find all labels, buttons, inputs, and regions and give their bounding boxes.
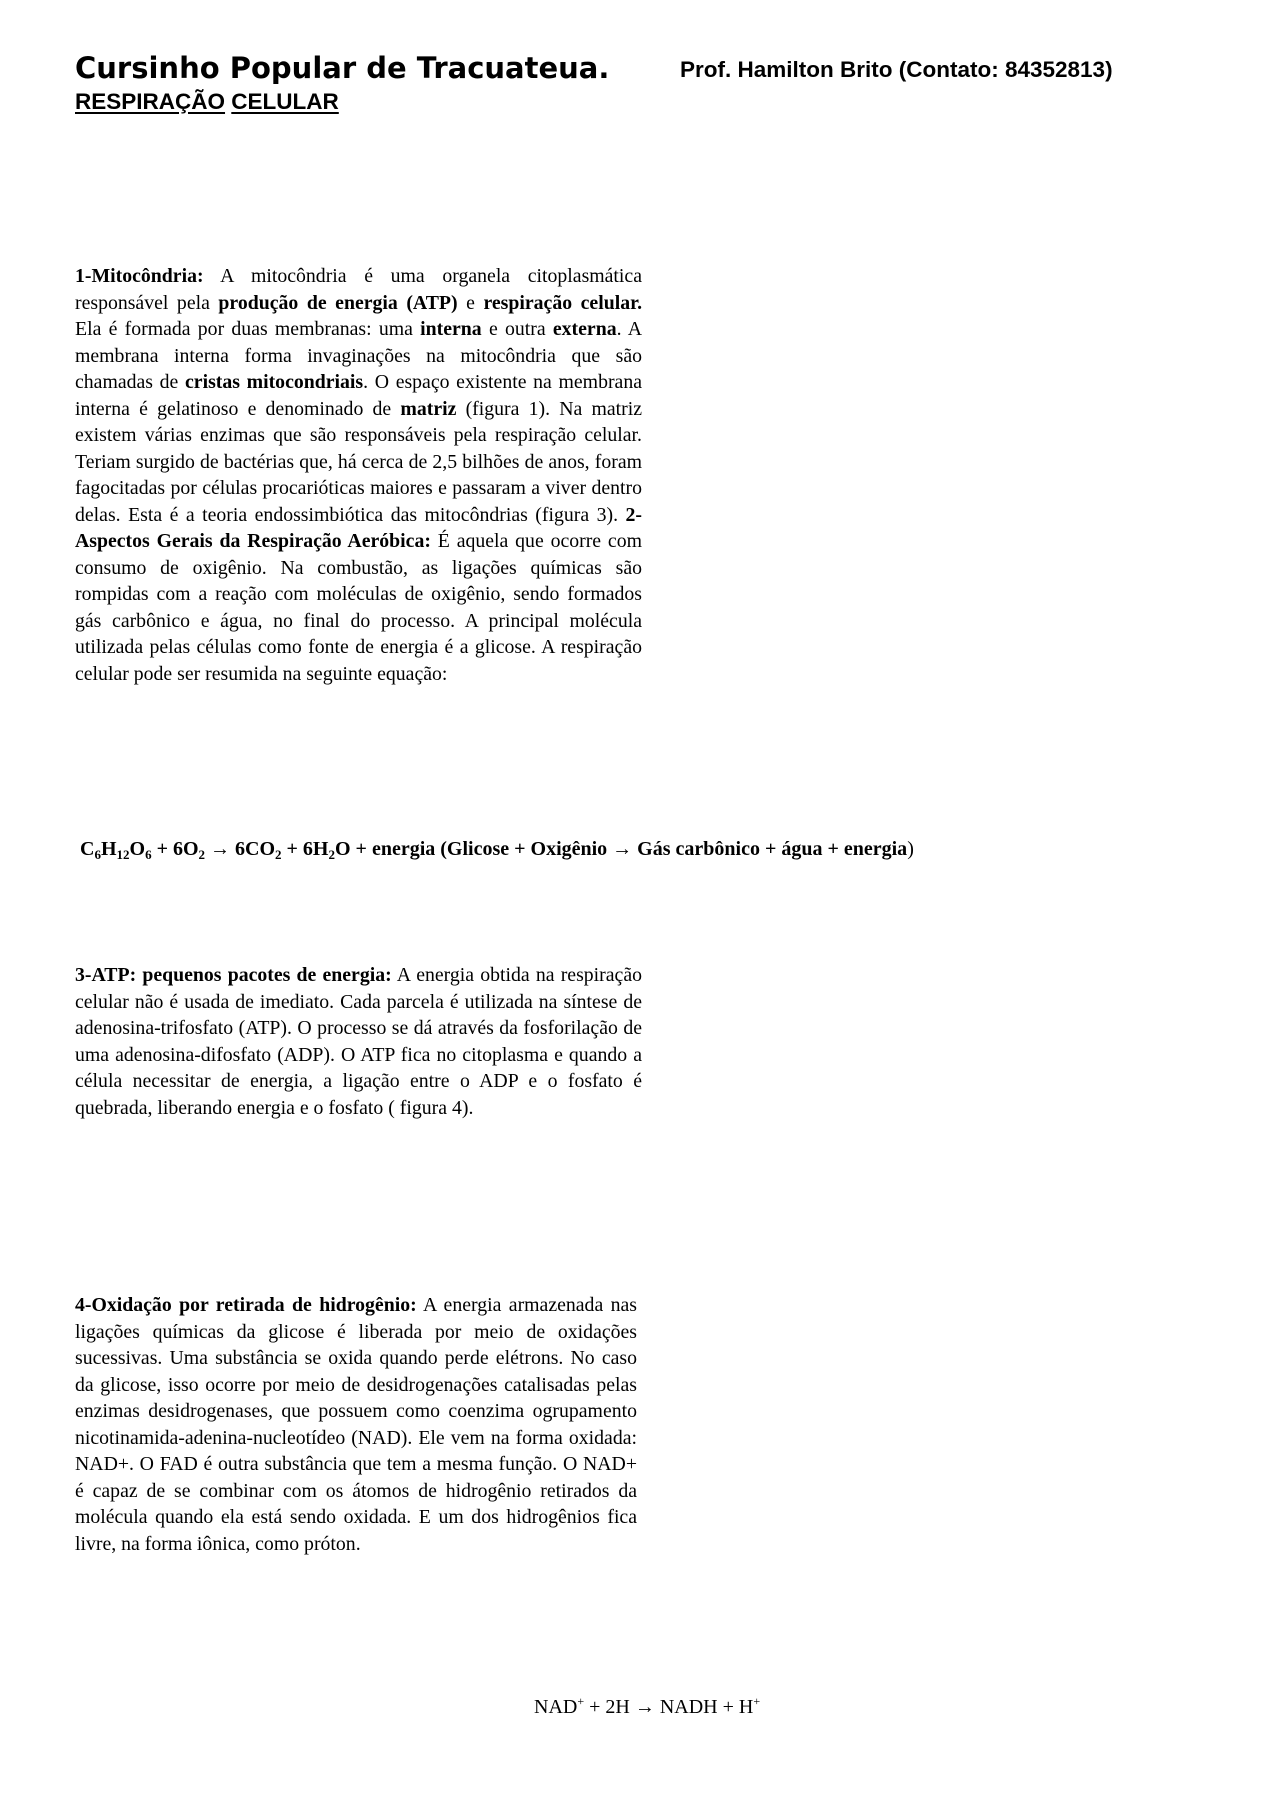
section1-bold: externa <box>552 318 617 340</box>
section1-text: (figura 1). Na matriz existem várias enzimas que são responsáveis pela respiração celular. Teriam surgido de bactérias que, há cerca de 2,5 bilhões de anos, foram fagocitadas por células procarióticas maiores e passaram a viver dentro delas. Esta é a teoria endossimbiótica das mitocôndrias (figura 3). <box>75 397 642 526</box>
eq-part: → 6CO <box>205 838 276 860</box>
section1-text: e outra <box>481 318 553 340</box>
section1-bold: matriz <box>400 397 457 420</box>
eq-part: C <box>80 838 95 860</box>
subject-word-1: RESPIRAÇÃO <box>75 89 226 114</box>
teacher-contact: Prof. Hamilton Brito (Contato: 84352813) <box>680 57 1113 82</box>
section1-bold: respiração celular. <box>483 291 643 314</box>
school-title: Cursinho Popular de Tracuateua. <box>75 51 610 85</box>
nad-superscript: + <box>577 1694 585 1708</box>
eq-subscript: 12 <box>116 847 130 862</box>
section1-text: e <box>457 291 484 314</box>
section1-text: . A membrana interna forma invaginações na mitocôndria que são chamadas de <box>75 318 642 393</box>
section1-bold: produção de energia (ATP) <box>218 291 458 314</box>
eq-subscript: 2 <box>198 847 206 862</box>
eq-part: O <box>129 838 146 860</box>
section1-text: A mitocôndria é uma organela citoplasmática responsável pela <box>75 265 642 314</box>
section1-text: . O espaço existente na membrana interna é gelatinoso e denominado de <box>75 371 642 420</box>
subject-title <box>75 88 339 116</box>
eq-part: + 6H <box>281 838 329 860</box>
section2-heading: 2-Aspectos Gerais da Respiração Aeróbica: <box>75 503 642 552</box>
nad-superscript: + <box>753 1694 761 1708</box>
section1-text: Ela é formada por duas membranas: uma <box>75 318 421 340</box>
section1-heading: 1-Mitocôndria: <box>75 265 204 287</box>
eq-part: O + energia (Glicose + Oxigênio → Gás carbônico + água + energia <box>334 838 908 860</box>
eq-subscript: 6 <box>94 847 101 862</box>
eq-part: ) <box>907 838 914 860</box>
section1-bold: cristas mitocondriais <box>185 371 364 393</box>
nad-equation <box>534 1694 760 1720</box>
section3-heading: 3-ATP: pequenos pacotes de energia: <box>75 964 392 986</box>
nad-part: + 2H → NADH + H <box>584 1696 754 1718</box>
section3-text: A energia obtida na respiração celular não é usada de imediato. Cada parcela é utilizada na síntese de adenosina-trifosfato (ATP). O processo se dá através da fosforilação de uma adenosina-difosfato (ADP). O ATP fica no citoplasma e quando a célula necessitar de energia, a ligação entre o ADP e o fosfato é quebrada, liberando energia e o fosfato ( figura 4). <box>75 964 642 1119</box>
subject-word-2: CELULAR <box>231 89 339 114</box>
nad-part: NAD <box>534 1696 578 1718</box>
section-oxidacao <box>75 1292 637 1557</box>
section-mitocondria <box>75 263 642 687</box>
section2-text: É aquela que ocorre com consumo de oxigênio. Na combustão, as ligações químicas são rompidas com a reação com moléculas de oxigênio, sendo formados gás carbônico e água, no final do processo. A principal molécula utilizada pelas células como fonte de energia é a glicose. A respiração celular pode ser resumida na seguinte equação: <box>75 530 642 685</box>
respiration-equation <box>80 836 914 862</box>
eq-part: + 6O <box>151 838 199 860</box>
section4-text: A energia armazenada nas ligações químicas da glicose é liberada por meio de oxidações sucessivas. Uma substância se oxida quando perde elétrons. No caso da glicose, isso ocorre por meio de desidrogenações catalisadas pelas enzimas desidrogenases, que possuem como coenzima ogrupamento nicotinamida-adenina-nucleotídeo (NAD). Ele vem na forma oxidada: NAD+. O FAD é outra substância que tem a mesma função. O NAD+ é capaz de se combinar com os átomos de hidrogênio retirados da molécula quando ela está sendo oxidada. E um dos hidrogênios fica livre, na forma iônica, como próton. <box>75 1294 637 1555</box>
section-atp <box>75 962 642 1121</box>
eq-part: H <box>100 838 117 860</box>
section4-heading: 4-Oxidação por retirada de hidrogênio: <box>75 1294 417 1316</box>
eq-subscript: 2 <box>328 847 335 862</box>
section1-bold: interna <box>420 318 482 340</box>
eq-subscript: 6 <box>145 847 152 862</box>
eq-subscript: 2 <box>275 847 282 862</box>
